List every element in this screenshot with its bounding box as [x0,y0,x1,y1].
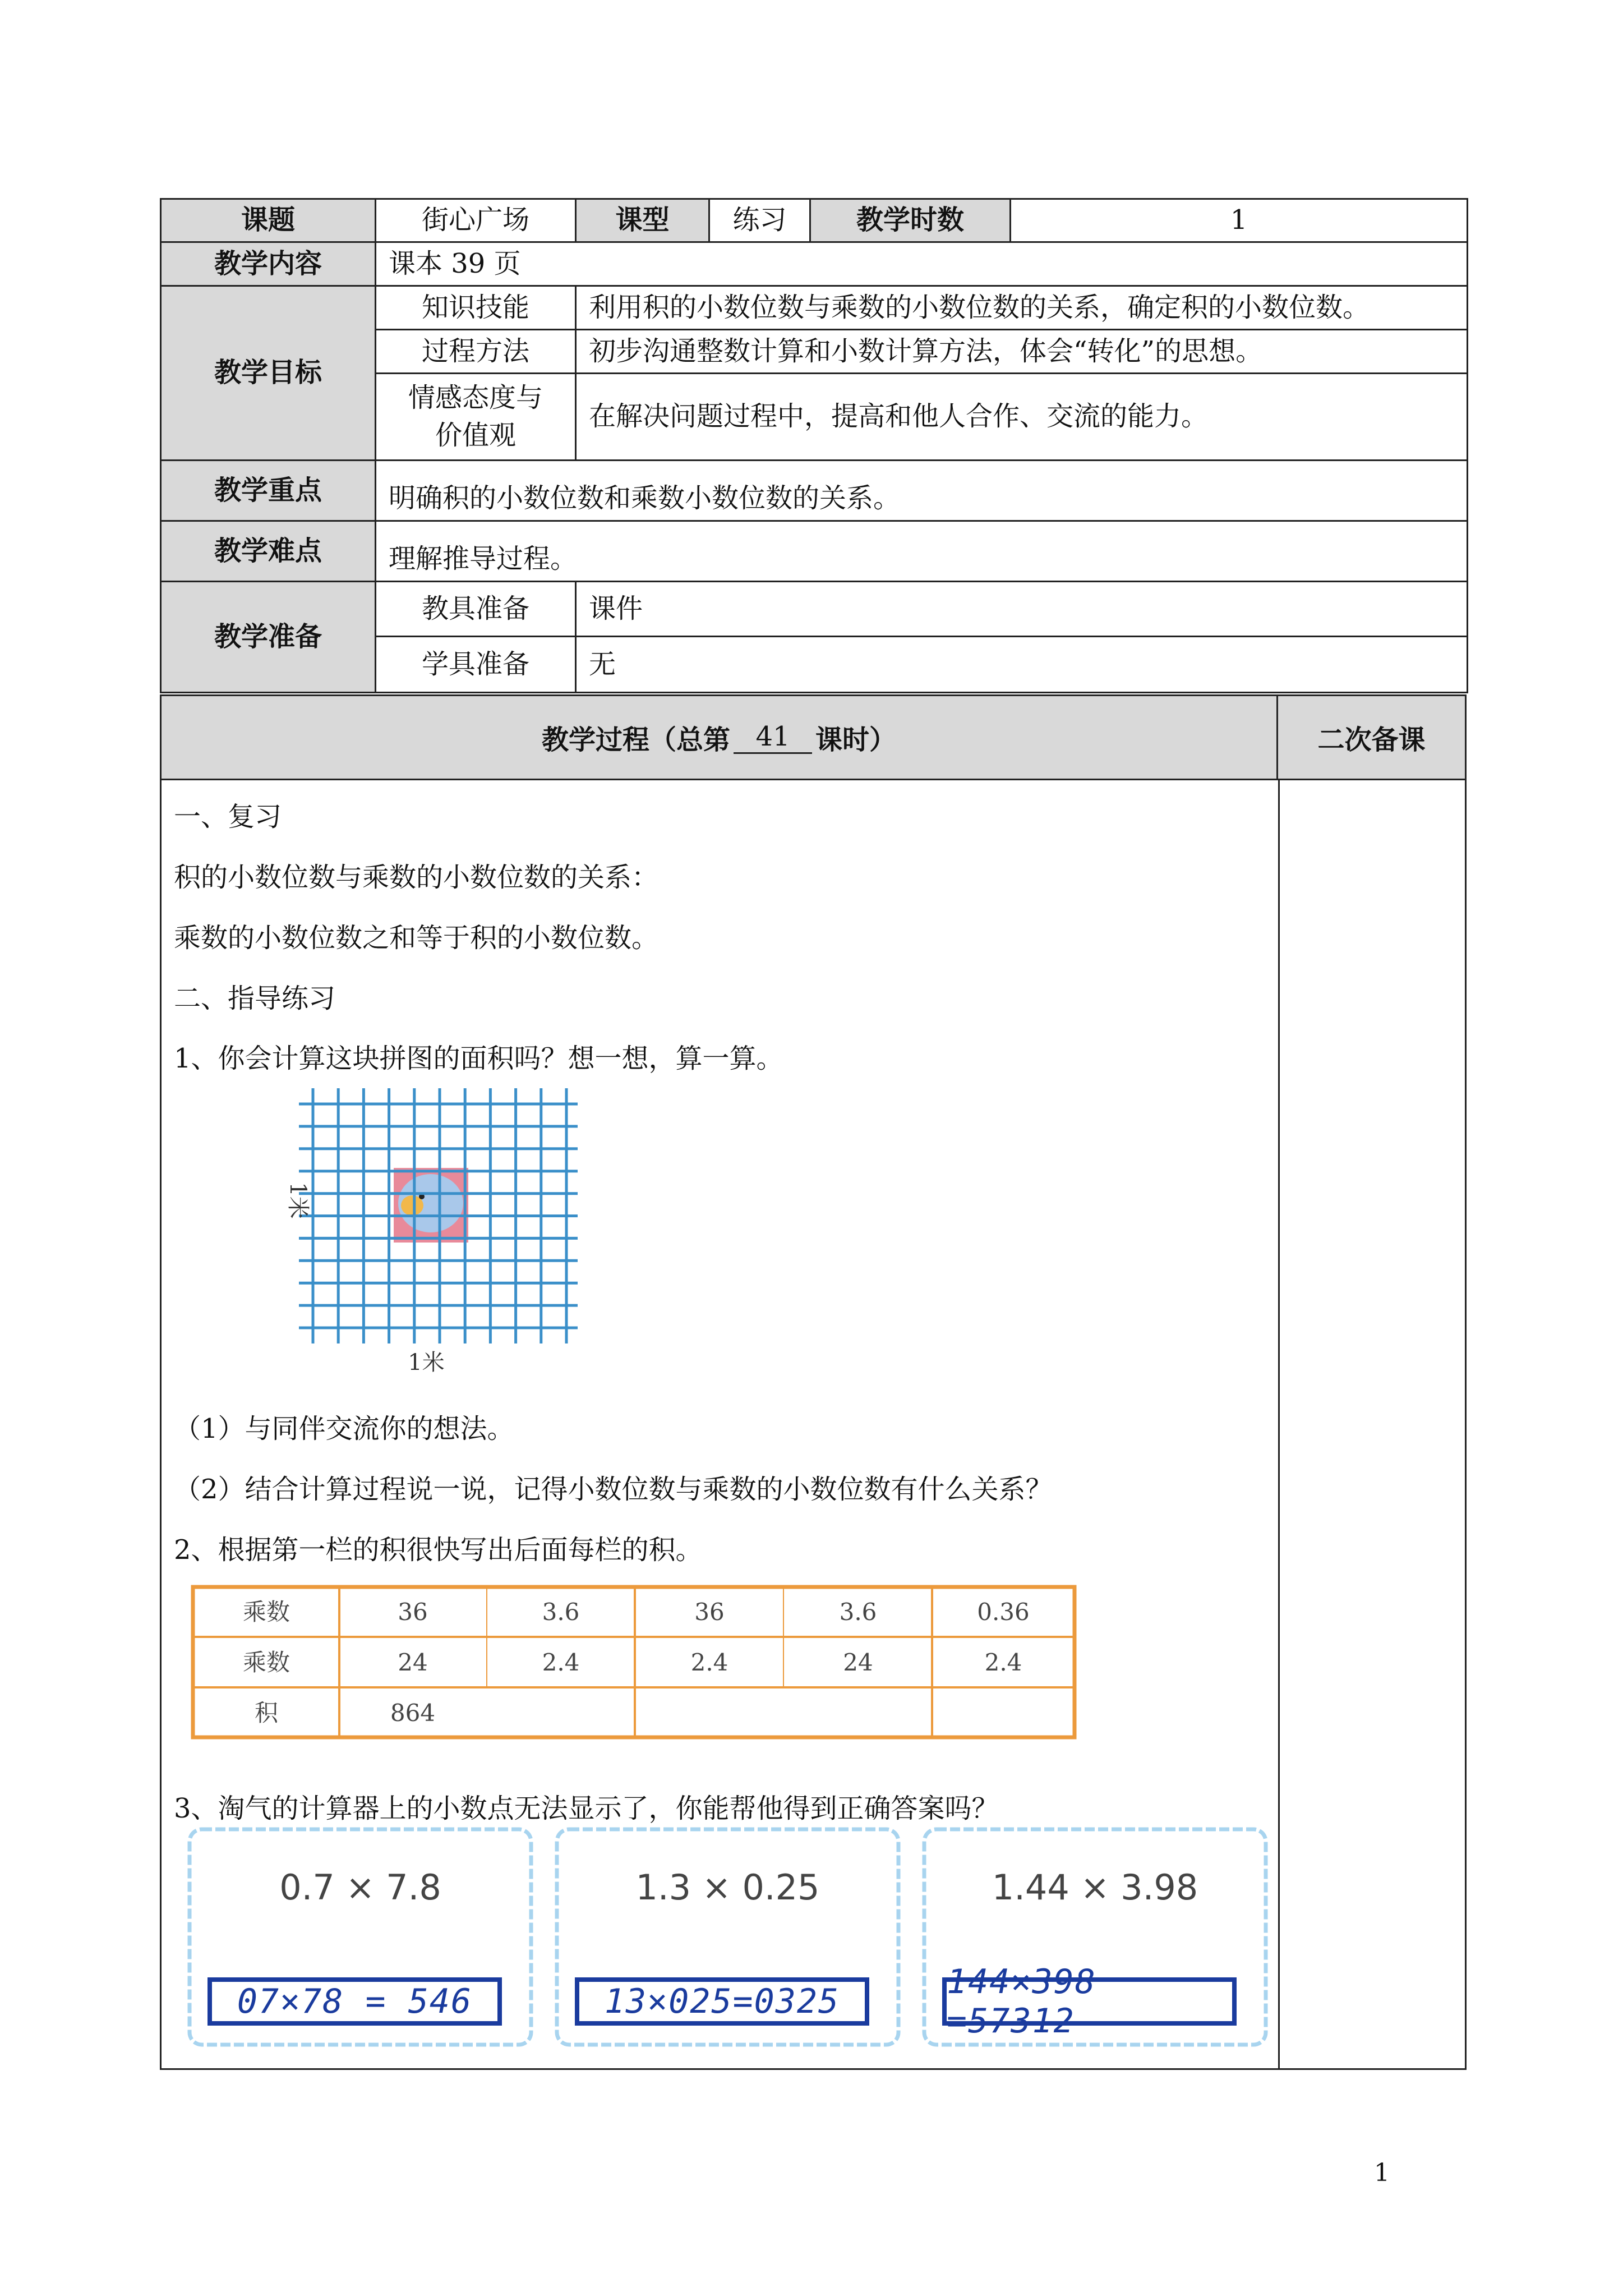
goal-text-knowledge: 利用积的小数位数与乘数的小数位数的关系，确定积的小数位数。 [576,286,1468,330]
question-1-part-1: （1）与同伴交流你的想法。 [174,1413,514,1444]
difficulty-value: 理解推导过程。 [376,521,1468,582]
cell-r2-c4: 24 [843,1649,873,1676]
process-title-prefix: 教学过程（总第 [541,724,730,756]
type-label: 课型 [576,199,709,242]
header-row-content [161,242,1468,286]
cell-r2-c5: 2.4 [984,1649,1022,1676]
row-label-multiplier-1: 乘数 [242,1598,291,1626]
prep-text-student: 无 [576,637,1468,693]
header-row-topic [161,199,1468,242]
calculator-3-display: 144×398 =57312 [942,1977,1237,2026]
goal-label-process: 过程方法 [376,330,576,374]
content-value: 课本 39 页 [376,242,1468,286]
question-3: 3、淘气的计算器上的小数点无法显示了，你能帮他得到正确答案吗？ [174,1793,999,1824]
process-title [162,696,1278,780]
goal-label-attitude-line1: 情感态度与 [408,381,543,413]
goal-text-process: 初步沟通整数计算和小数计算方法，体会“转化”的思想。 [576,330,1468,374]
calculator-1-display: 07×78 = 546 [208,1977,502,2026]
calculator-1 [185,1825,536,2049]
prep-label-teacher: 教具准备 [376,582,576,637]
goal-label-attitude [376,374,576,461]
question-1-part-2: （2）结合计算过程说一说，记得小数位数与乘数的小数位数有什么关系？ [174,1474,1053,1505]
grid-lines [299,1088,578,1343]
goals-label: 教学目标 [161,286,376,461]
content-label: 教学内容 [161,242,376,286]
hours-value: 1 [1011,199,1468,242]
goal-label-knowledge: 知识技能 [376,286,576,330]
hours-label: 教学时数 [810,199,1011,242]
cell-r2-c1: 24 [398,1649,428,1676]
page-number: 1 [1374,2159,1390,2187]
cell-r2-c2: 2.4 [542,1649,580,1676]
cell-r1-c3: 36 [694,1598,725,1626]
prep-row-teacher [161,582,1468,637]
topic-label: 课题 [161,199,376,242]
review-line-1: 积的小数位数与乘数的小数位数的关系： [174,862,659,893]
question-2: 2、根据第一栏的积很快写出后面每栏的积。 [174,1534,703,1566]
cell-r2-c3: 2.4 [690,1649,728,1676]
goal-row-knowledge [161,286,1468,330]
calculator-3 [920,1825,1270,2049]
process-title-suffix: 课时） [815,724,897,756]
horizontal-length-label: 1米 [408,1350,445,1375]
cell-r1-c1: 36 [398,1598,428,1626]
calculator-2-expression: 1.3 × 0.25 [635,1867,820,1908]
column-divider [1278,780,1280,2070]
review-heading: 一、复习 [174,801,282,832]
calculator-3-expression: 1.44 × 3.98 [992,1867,1198,1908]
key-value: 明确积的小数位数和乘数小数位数的关系。 [376,461,1468,521]
vertical-length-label: 1米 [285,1182,311,1219]
topic-value: 街心广场 [376,199,576,242]
practice-heading: 二、指导练习 [174,983,336,1014]
second-prep-title: 二次备课 [1278,696,1465,780]
header-row-key [161,461,1468,521]
prep-label: 教学准备 [161,582,376,693]
calculator-2-display: 13×025=0325 [575,1977,869,2026]
type-value: 练习 [709,199,810,242]
calculator-1-expression: 0.7 × 7.8 [279,1867,441,1908]
cell-product-first: 864 [390,1699,436,1727]
cell-r1-c2: 3.6 [542,1598,580,1626]
difficulty-label: 教学难点 [161,521,376,582]
puzzle-grid-figure [275,1085,578,1377]
lesson-number: 41 [734,721,812,754]
row-label-multiplier-2: 乘数 [242,1649,291,1676]
prep-label-student: 学具准备 [376,637,576,693]
header-row-difficulty [161,521,1468,582]
cell-r1-c4: 3.6 [839,1598,877,1626]
prep-text-teacher: 课件 [576,582,1468,637]
cell-r1-c5: 0.36 [977,1598,1030,1626]
multiplication-table-figure [191,1585,1077,1740]
row-label-product: 积 [254,1699,279,1727]
question-1: 1、你会计算这块拼图的面积吗？想一想，算一算。 [174,1043,783,1074]
calculator-2 [552,1825,903,2049]
multiplication-table-image [191,1585,1077,1740]
goal-label-attitude-line2: 价值观 [435,420,516,451]
lesson-header-table [160,198,1468,693]
grid-image [275,1085,578,1377]
goal-text-attitude: 在解决问题过程中，提高和他人合作、交流的能力。 [576,374,1468,461]
review-line-2: 乘数的小数位数之和等于积的小数位数。 [174,922,659,954]
key-label: 教学重点 [161,461,376,521]
